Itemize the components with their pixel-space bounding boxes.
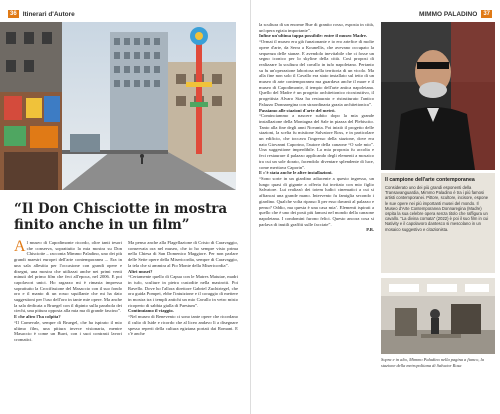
article-column-2 [128,240,238,408]
section-title: Itinerari d'Autore [22,10,75,18]
question: Passiamo alle stazioni d'arte del metrò. [259,107,336,113]
question: Altri musei? [128,268,153,274]
studio-caption: Sopra e in alto, Mimmo Paladino nella pagina a fianco, la stazione della metropolitana di Salvator Rosa [381,357,484,368]
artist-info-box [381,173,495,273]
paragraph: “Nel museo di Benevento ci sono tante opere che ricordano il culto di Iside e ricordo che al liceo andavo lì a disegnare spesso reperti della cultura egiziana portati dai Romani. E c'è anche [128,314,238,337]
paragraph: “Ormai il museo era già funzionante e io ero artefice di molte opere d'arte, da Serra a Kounellis, che avevano occupato la sequenza delle stanze. E avendolo inevitabile che ci fosse un segno iconico per lo skyline della città. Così proposi di realizzare la scultura del cavallo in tufo napoletano. Pertanto su fu un'operazione laboriosa nella territoria di un vicolo. Ma alla fine non solo il Cavallo era stato installato sul tetto di un museo di arte contemporanea ma guardava anche il mare e il museo di Capodimonte, il tempio dell'arte antica napoletana. Quello del Madre è un progetto architettonico ricostruttivo, il progettista Alvaro Siza ha restaurato e ristrutturato l'antico Palazzo Donnaregina con straordinaria grazia architettonica”. [259,39,374,107]
left-header [8,10,75,18]
info-box-title: Il campione dell'arte contemporanea [385,177,475,183]
page-number-right: 37 [483,11,490,17]
studio-illustration [381,278,495,354]
paragraph: “Certamente quello di Capua con le Matres Matutae, madri in tufo, sculture in pietra custodite nella mastrotti. Poi Ravello. Dove ho l'allora direttore Gabriel Zuchtriegel, che ora guida Pompei, ebbe l'intuizione e il coraggio di mettere in mostra tra i templi antichi un mio Cavallo in vetro misto ricoperto di sabbia gialla di Paestum”. [128,274,238,308]
info-box-text: Considerato uno dei più grandi esponenti della Transavanguardia, Mimmo Paladino è tra i più famosi artisti contemporanei. Pittore, scultore, incisore, espone le sue opere nei più importanti musei del mondo. Il Museo d'Arte Contemporanea Donnaregina (Madre) ospita la sua celebre opera senza titolo che raffigura un cavallo. "La divina cornata" (2022) è poi il suo film in cui Nativity e il capolavoro dantesco si mescolano in un mosaico suggestivo e citazionista. [385,185,489,232]
question: E che altro l'ha colpita? [14,314,61,320]
right-header [419,10,492,18]
paragraph: la scultura di un enorme Bue di granito rosso, esposta in città, un'opera egizia importante”. [259,22,374,33]
portrait-illustration [381,22,495,170]
headline: “Il Don Chisciotte in mostra finito anche in un film” [14,201,228,233]
paragraph: “Cominciammo a nascere subito dopo la mia grande installazione della Montagna del Sale in piazza del Plebiscito. Tanto alla fine degli anni Novanta. Poi iniziò il progetto delle stazioni, la scelta fu mistione Salvatore Ross, e in particolare un edificio, che toccava l'ingresso della stazione, dove era nato Giovanni Caporino, l'autore della canzone “O sole mio”. Una suggestione imperdibile. La mia proposta fu accolta e feci restaurare il palazzo applicando degli elementi a mosaico tra cui un sole dorato, facendolo diventare splendente di luce, come meritava Caporin”. [259,113,374,170]
page-number-left: 36 [10,11,17,17]
studio-photo [381,278,495,354]
article-column-1 [14,240,122,408]
street-art-illustration [0,22,236,190]
drop-cap: A [14,240,26,255]
author-signature: P.B. [366,227,374,233]
street-art-photo [0,22,236,190]
paragraph: Ma penso anche alla Flagellazione di Cristo di Caravaggio, conservata ora nel museo, che io ho sempre visto prima nella Chiesa di San Domenico Maggiore. Per non parlare delle Sette opere della Misericordia, sempre di Caravaggio, la tela che si ammira al Pio Monte della Misericordia”. [128,240,238,268]
artist-name-header: MIMMO PALADINO [418,10,478,18]
article-column-3 [259,22,374,408]
artist-portrait [381,22,495,170]
question: Continuiamo il viaggio. [128,308,174,314]
paragraph: l museo di Capodimonte ricordo, oltre tanti tesori che conserva, soprattutto la mia mostra su Don Chisciotte – racconta Mimmo Paladino, uno dei più grandi maestri europei dell'arte contemporanea –. Era in una sala allestita per l'occasione con grandi opere e disegni, una mostra che utilizzai anche nei primi venti minuti del primo film che feci all'epoca, nel 2006. E poi capolavori unici. Ho ragazzo mi è rimasta impressa soprattutto la Crocifissione del Masaccio con il suo fondo oro e il manto di un rosso squillante che mi ha dato suggestioni per l'uso dell'oro in tante mie opere. Ma anche la sala dedicata a Bruegel con il dipinto sulla parabola dei ciechi, una pittura opposta alla mia ma di grande fascino”. [14,240,122,314]
right-page [250,0,500,414]
paragraph: “Sono sorte in un giardino adiacente a questo ingresso, un lungo quasi di gigante a offerta fui invitato con mio figlio Salvatore. Lui realizzò dei totem ludici cinematici a cui si affiancai una grande mano. Intervento fu famiglia secondo i giardino. Qualche volta ripasso lì per esso davanti al palazzo e penso? Oddio, ma questa è una casa mia’. Elementi ispirati a quello che è uno dei posti più famosi nel mondo della canzone napoletana. I condomini furono felici. Questo ancora cosa si parlava di inutili graffiti sulle facciate”. [259,175,374,227]
paragraph: “Il Carnevale, sempre di Bruegel, che ha ispirato il mio ultimo film, una pittura invece visionaria, mentre Masaccio è come un Burri, con i suoi contrasti lavori cromatici. [14,319,122,342]
question: Infine un'ultima tappa possibile: entre il museo Madre. [259,33,368,39]
question: E c'è stata anche le altre installazioni. [259,170,333,176]
